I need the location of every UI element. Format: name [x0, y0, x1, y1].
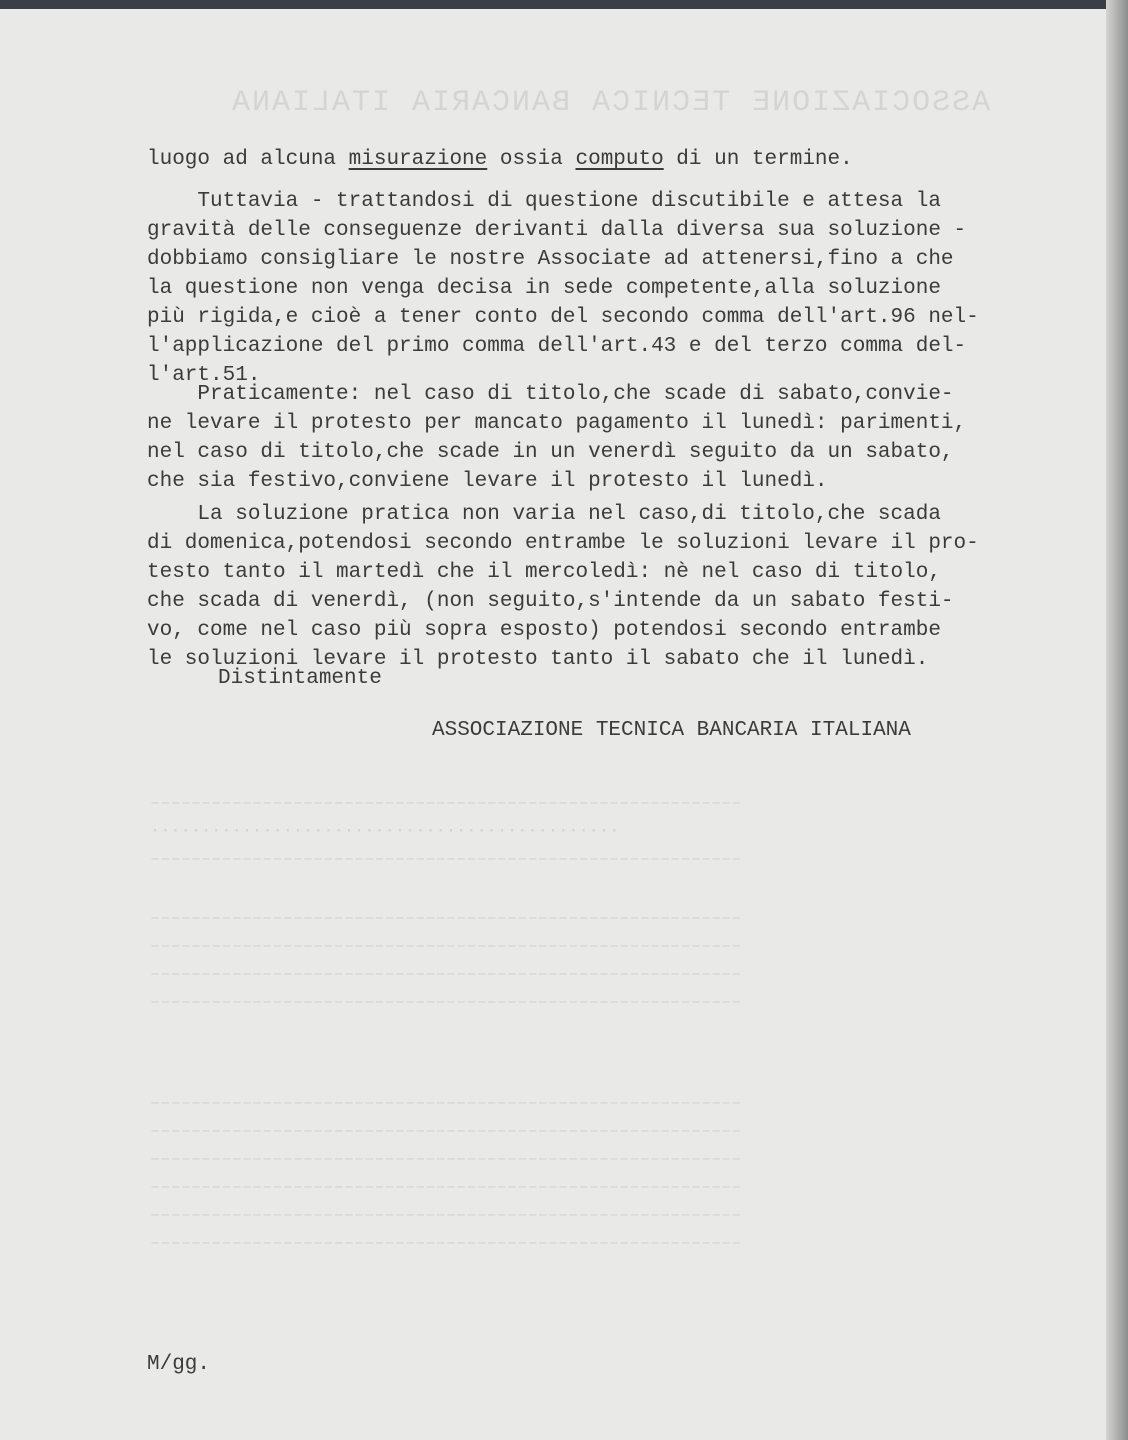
show-through-text-1: –––––––––––––––––––––––––––––––––––––––––––––––––––––––––– ·············································· ––––––––––––––––––––––––––––––––––––––––––––––––––––––––––: [150, 794, 742, 869]
show-through-text-2: –––––––––––––––––––––––––––––––––––––––––––––––––––––––––– –––––––––––––––––––––––––––––––––––––––––––––––––––––––––– –––––––––––––––––––––––––––––––––––––––––––––––––––––––––– ––––––––––––––––––––––––––––––––––––––––––––––––––––––––––: [150, 909, 742, 1012]
closing-salutation: Distintamente: [218, 667, 382, 690]
underlined-word-misurazione: misurazione: [348, 148, 488, 171]
opening-line-part-2: ossia: [487, 148, 576, 171]
opening-line-part-1: luogo ad alcuna: [147, 148, 349, 171]
signature-organization: ASSOCIAZIONE TECNICA BANCARIA ITALIANA: [432, 719, 911, 742]
show-through-text-3: –––––––––––––––––––––––––––––––––––––––––––––––––––––––––– –––––––––––––––––––––––––––––––––––––––––––––––––––––––––– –––––––––––––––––––––––––––––––––––––––––––––––––––––––––– –––––––––––––––––––––––––––––––––––––––––––––––––––––––––– –––––––––––––––––––––––––––––––––––––––––––––––––––––––––– ––––––––––––––––––––––––––––––––––––––––––––––––––––––––––: [150, 1094, 742, 1253]
scan-right-edge: [1106, 0, 1128, 1440]
reference-initials: M/gg.: [147, 1353, 211, 1376]
paragraph-praticamente: Praticamente: nel caso di titolo,che scade di sabato,convie- ne levare il protesto per mancato pagamento il lunedì: parimenti, nel caso di titolo,che scade in un venerdì seguito da un sabato, che sia festivo,conviene levare il protesto il lunedì.: [147, 383, 967, 493]
paragraph-tuttavia: Tuttavia - trattandosi di questione discutibile e attesa la gravità delle conseguenze derivanti dalla diversa sua soluzione - dobbiamo consigliare le nostre Associate ad attenersi,fino a che la questione non venga decisa in sede competente,alla soluzione più rigida,e cioè a tener conto del secondo comma dell'art.96 nel- l'applicazione del primo comma dell'art.43 e del terzo comma del- l'art.51.: [147, 190, 979, 387]
opening-line-part-3: di un termine.: [663, 148, 853, 171]
underlined-word-computo: computo: [575, 148, 664, 171]
paragraph-la-soluzione: La soluzione pratica non varia nel caso,di titolo,che scada di domenica,potendosi secondo entrambe le soluzioni levare il pro- testo tanto il martedì che il mercoledì: nè nel caso di titolo, che scada di venerdì, (non seguito,s'intende da un sabato festi- vo, come nel caso più sopra esposto) potendosi secondo entrambe le soluzioni levare il protesto tanto il sabato che il lunedì.: [147, 503, 979, 671]
scan-top-edge: [0, 0, 1128, 9]
opening-line: [147, 145, 853, 174]
show-through-letterhead: ASSOCIAZIONE TECNICA BANCARIA ITALIANA: [230, 86, 991, 120]
